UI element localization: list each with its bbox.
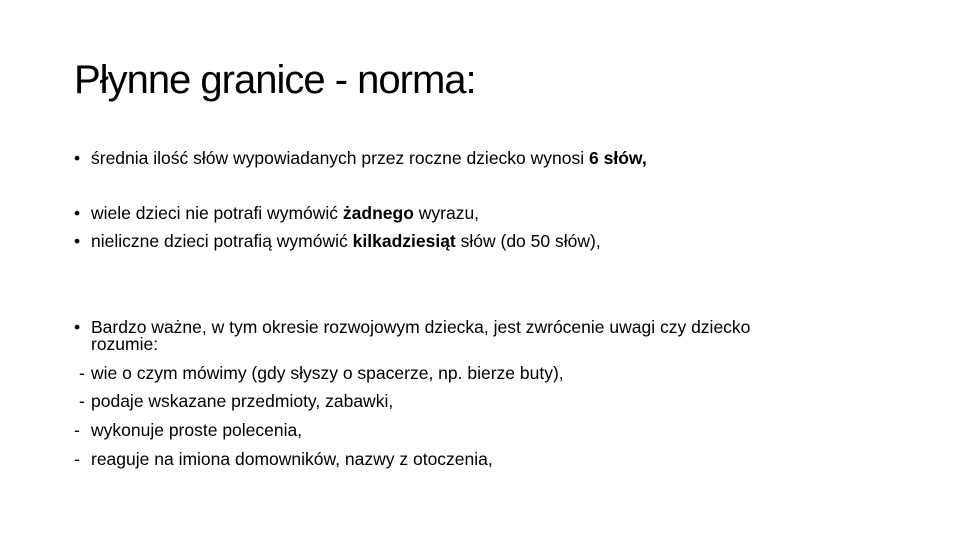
slide-title: Płynne granice - norma:: [74, 58, 476, 102]
bullet-icon: •: [74, 231, 81, 251]
item-text: średnia ilość słów wypowiadanych przez roczne dziecko wynosi: [91, 148, 589, 168]
sub-item-knows-topic: [79, 362, 564, 384]
bullet-item-understanding-continued: rozumie:: [91, 334, 159, 354]
bullet-icon: •: [74, 203, 81, 223]
sub-item-reacts-names: [74, 448, 493, 470]
item-text: nieliczne dzieci potrafią wymówić: [91, 231, 353, 251]
dash-icon: -: [79, 391, 85, 411]
bullet-item-no-words: [74, 202, 479, 224]
dash-icon: -: [74, 420, 80, 440]
bullet-icon: •: [74, 317, 81, 337]
bullet-item-understanding: [74, 316, 750, 338]
item-text: wiele dzieci nie potrafi wymówić: [91, 203, 343, 223]
sub-item-text: wie o czym mówimy (gdy słyszy o spacerze, np. bierze buty),: [91, 363, 564, 383]
item-bold-text: żadnego: [342, 203, 414, 223]
item-text-end: wyrazu,: [413, 203, 480, 223]
sub-item-text: podaje wskazane przedmioty, zabawki,: [91, 391, 394, 411]
sub-item-text: reaguje na imiona domowników, nazwy z otoczenia,: [91, 449, 493, 469]
item-text-end: słów (do 50 słów),: [455, 231, 601, 251]
sub-item-text: wykonuje proste polecenia,: [91, 420, 303, 440]
item-bold-text: kilkadziesiąt: [352, 231, 456, 251]
dash-icon: -: [74, 449, 80, 469]
dash-icon: -: [79, 363, 85, 383]
item-text: Bardzo ważne, w tym okresie rozwojowym dziecka, jest zwrócenie uwagi czy dziecko: [91, 317, 751, 337]
bullet-item-average-words: [74, 147, 647, 169]
sub-item-points-objects: [79, 390, 393, 412]
item-bold-text: 6 słów,: [589, 148, 647, 168]
bullet-icon: •: [74, 148, 81, 168]
sub-item-follows-commands: [74, 419, 302, 441]
bullet-item-dozens-words: [74, 230, 601, 252]
